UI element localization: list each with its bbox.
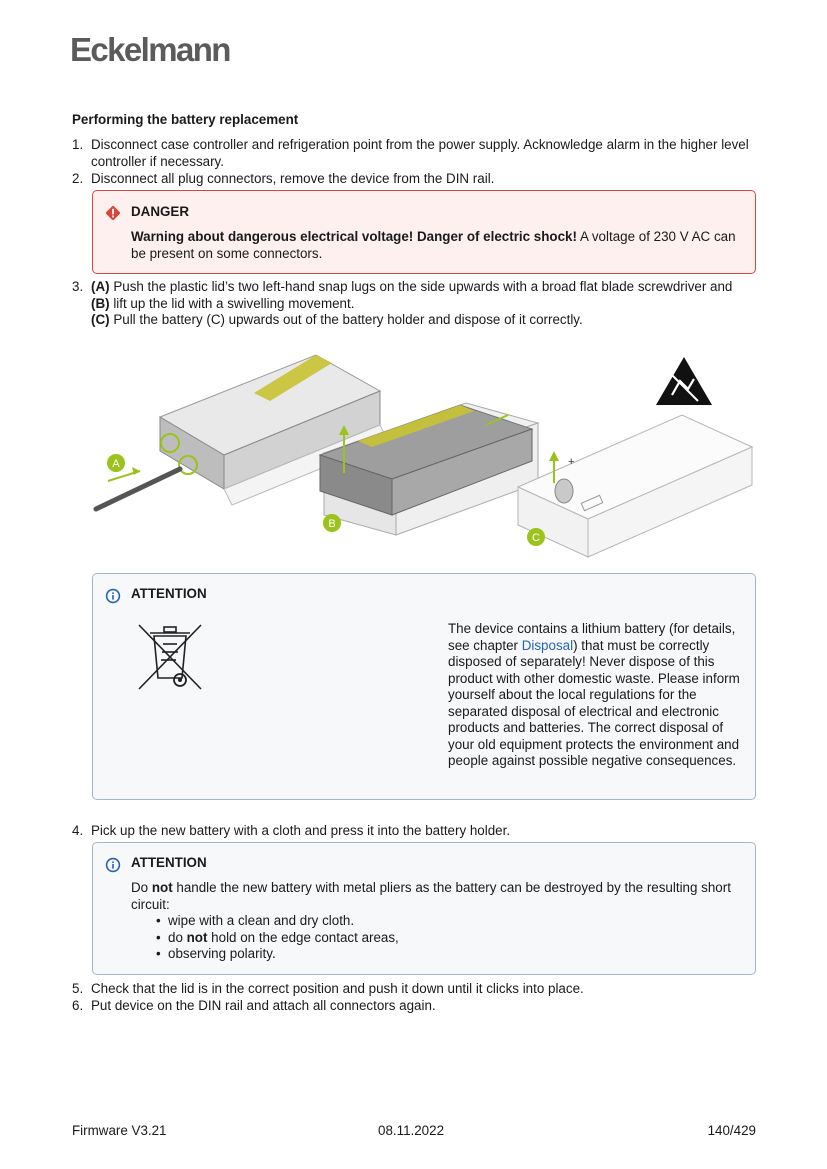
step-3b: [91, 296, 741, 313]
step-2: [72, 171, 762, 188]
emphasis: not: [186, 929, 208, 945]
step-3: [72, 279, 762, 329]
step-3a: [91, 279, 741, 296]
attention-title: ATTENTION: [131, 855, 207, 870]
handling-bullets: [154, 913, 731, 963]
crossed-bin-icon: [136, 622, 204, 692]
bullet-text: observing polarity.: [168, 946, 276, 961]
danger-bold-text: Warning about dangerous electrical voltage! Danger of electric shock!: [131, 229, 577, 244]
danger-plain-text: A voltage of 230 V AC can be present on some connectors.: [131, 229, 736, 261]
disposal-text: [448, 621, 748, 770]
polarity-plus: +: [568, 456, 575, 468]
esd-warning-icon: [656, 357, 712, 405]
disposal-link[interactable]: Disposal: [521, 637, 574, 653]
step-number: 1.: [72, 137, 84, 152]
footer-firmware: Firmware V3.21: [72, 1123, 167, 1138]
attention-title: ATTENTION: [131, 586, 207, 601]
step-4: [72, 823, 762, 840]
step-text: Put device on the DIN rail and attach all connectors again.: [91, 998, 436, 1013]
footer-date: 08.11.2022: [378, 1123, 445, 1138]
step-number: 2.: [72, 171, 84, 186]
disposal-text-end: ) that must be correctly disposed of separately! Never dispose of this product with other domestic waste. Please inform yourself about the local regulations for the separated disposal of electrical and electronic products and batteries. The correct disposal of your old equipment protects the environment and people against possible negative consequences.: [448, 637, 740, 768]
handling-paragraph: [131, 880, 731, 913]
text-c: Pull the battery (C) upwards out of the battery holder and dispose of it correctly.: [109, 312, 583, 327]
label-b: (B): [91, 295, 110, 311]
step-text: Pick up the new battery with a cloth and press it into the battery holder.: [91, 823, 511, 838]
step-1: [72, 137, 762, 170]
step-number: 5.: [72, 981, 84, 996]
text-b: lift up the lid with a swivelling movement.: [109, 295, 355, 311]
label-a: (A): [91, 279, 110, 294]
battery-replacement-illustration: [88, 343, 768, 565]
footer-page-number: 140/429: [707, 1123, 756, 1138]
disposal-text-start: The device contains a lithium battery (for details, see chapter: [448, 621, 736, 653]
device-open: [518, 415, 752, 557]
bullet-item: [154, 930, 731, 947]
bullet-text: wipe with a clean and dry cloth.: [168, 913, 355, 928]
text-a: Push the plastic lid’s two left-hand snap lugs on the side upwards with a broad flat blade screwdriver and: [109, 279, 733, 294]
bullet-item: [154, 913, 731, 930]
step-text: Disconnect all plug connectors, remove the device from the DIN rail.: [91, 171, 495, 186]
info-circle-icon: [105, 588, 121, 604]
attention-box-handling: [92, 842, 756, 975]
handling-text: [131, 880, 731, 963]
step-6: [72, 998, 762, 1015]
text-fragment: handle the new battery with metal pliers as the battery can be destroyed by the resulting short circuit:: [131, 880, 731, 912]
step-text: Disconnect case controller and refrigeration point from the power supply. Acknowledge alarm in the higher level controller if necessary.: [91, 137, 749, 169]
step-number: 6.: [72, 998, 84, 1013]
label-c: (C): [91, 312, 110, 327]
label-b-text: B: [328, 518, 336, 530]
text-fragment: Do: [131, 880, 152, 895]
step-text: Check that the lid is in the correct position and push it down until it clicks into place.: [91, 981, 584, 996]
step-5: [72, 981, 762, 998]
eckelmann-logo: Eckelmann: [70, 31, 230, 68]
info-circle-icon: [105, 857, 121, 873]
bullet-text: hold on the edge contact areas,: [207, 929, 399, 945]
danger-text: [131, 229, 741, 262]
step-3c: [91, 312, 741, 329]
emphasis: not: [151, 880, 173, 895]
section-title: Performing the battery replacement: [72, 112, 299, 127]
step-text: [91, 279, 741, 329]
warning-diamond-icon: [105, 205, 121, 221]
label-a-text: A: [112, 458, 120, 470]
step-number: 4.: [72, 823, 84, 838]
bullet-text: do: [168, 929, 187, 945]
label-c-text: C: [532, 532, 540, 544]
danger-box: [92, 190, 756, 274]
bullet-item: [154, 946, 731, 963]
danger-title: DANGER: [131, 204, 190, 219]
step-number: 3.: [72, 279, 84, 294]
